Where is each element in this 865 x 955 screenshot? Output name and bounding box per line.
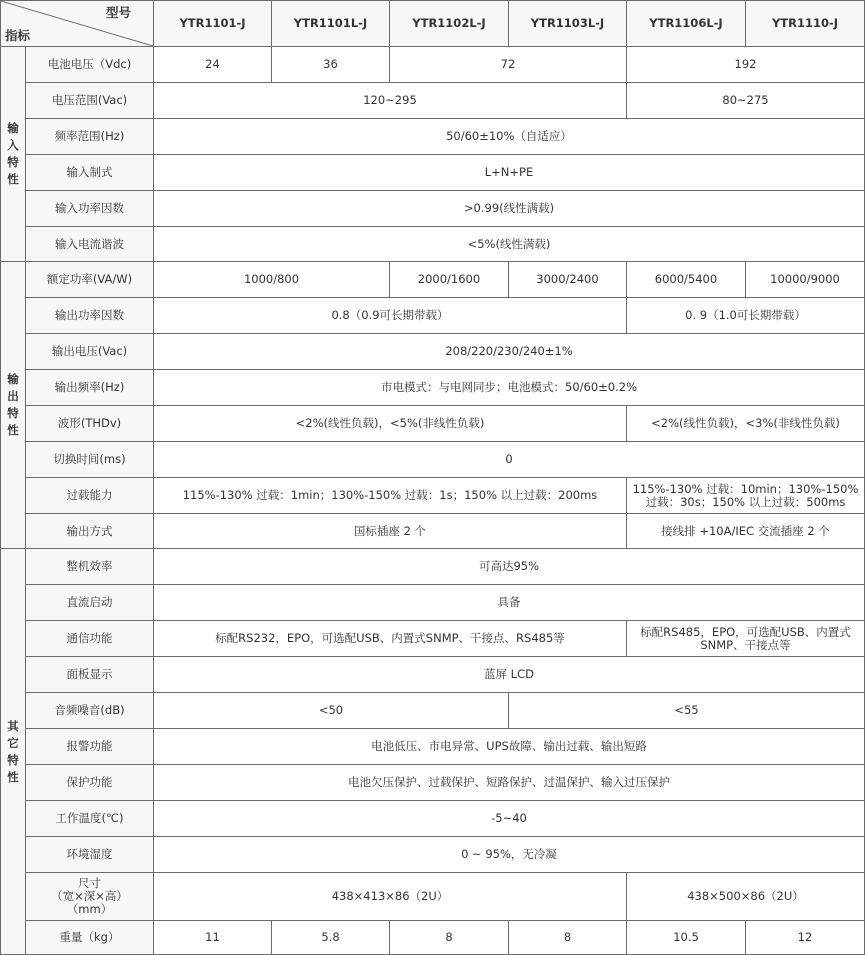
row-label-communication: 通信功能: [26, 621, 154, 657]
row-label-output-frequency: 输出频率(Hz): [26, 370, 154, 406]
output-mode-value: 国标插座 2 个: [154, 514, 627, 549]
model-header-4: YTR1103L-J: [509, 1, 627, 47]
table-row: [1, 549, 865, 585]
rated-power-value: 10000/9000: [746, 262, 865, 298]
table-row: [1, 442, 865, 478]
rated-power-value: 6000/5400: [627, 262, 746, 298]
table-row: [1, 334, 865, 370]
alarm-value: 电池低压、市电异常、UPS故障、输出过载、输出短路: [154, 729, 865, 765]
row-label-humidity: 环境湿度: [26, 837, 154, 873]
table-row: [1, 837, 865, 873]
row-label-frequency-range: 频率范围(Hz): [26, 119, 154, 155]
table-row: [1, 478, 865, 514]
frequency-range-value: 50/60±10%（自适应）: [154, 119, 865, 155]
output-power-factor-value: 0.8（0.9可长期带载）: [154, 298, 627, 334]
group-other: [1, 549, 26, 955]
rated-power-value: 2000/1600: [390, 262, 509, 298]
efficiency-value: 可高达95%: [154, 549, 865, 585]
table-row: [1, 298, 865, 334]
model-header-label: 型号: [105, 5, 131, 20]
output-power-factor-value: 0. 9（1.0可长期带载）: [627, 298, 865, 334]
protection-value: 电池欠压保护、过载保护、短路保护、过温保护、输入过压保护: [154, 765, 865, 801]
panel-display-value: 蓝屏 LCD: [154, 657, 865, 693]
table-row: [1, 873, 865, 921]
rated-power-value: 1000/800: [154, 262, 390, 298]
row-label-transfer-time: 切换时间(ms): [26, 442, 154, 478]
table-row: [1, 693, 865, 729]
row-label-panel-display: 面板显示: [26, 657, 154, 693]
row-label-voltage-range: 电压范围(Vac): [26, 83, 154, 119]
row-label-noise: 音频噪音(dB): [26, 693, 154, 729]
table-row: [1, 155, 865, 191]
row-label-efficiency: 整机效率: [26, 549, 154, 585]
row-label-protection: 保护功能: [26, 765, 154, 801]
weight-value: 8: [509, 921, 627, 955]
model-header-3: YTR1102L-J: [390, 1, 509, 47]
communication-value: 标配RS232，EPO，可选配USB、内置式SNMP、干接点、RS485等: [154, 621, 627, 657]
row-label-input-system: 输入制式: [26, 155, 154, 191]
dimensions-value: 438×500×86（2U）: [627, 873, 865, 921]
header-corner: [1, 1, 154, 47]
row-label-weight: 重量（kg）: [26, 921, 154, 955]
overload-value: 115%-130% 过载：10min；130%-150% 过载：30s；150% 以上过载：500ms: [627, 478, 865, 514]
row-label-output-voltage: 输出电压(Vac): [26, 334, 154, 370]
header-row: [1, 1, 865, 47]
dimensions-value: 438×413×86（2U）: [154, 873, 627, 921]
weight-value: 11: [154, 921, 272, 955]
weight-value: 12: [746, 921, 865, 955]
noise-value: <55: [509, 693, 865, 729]
dc-start-value: 具备: [154, 585, 865, 621]
table-row: [1, 406, 865, 442]
table-row: [1, 262, 865, 298]
table-row: [1, 191, 865, 227]
overload-value: 115%-130% 过载：1min；130%-150% 过载：1s；150% 以上过载：200ms: [154, 478, 627, 514]
index-header-label: 指标: [5, 28, 31, 43]
row-label-input-current-harmonic: 输入电流谐波: [26, 227, 154, 262]
model-header-5: YTR1106L-J: [627, 1, 746, 47]
table-row: [1, 227, 865, 262]
noise-value: <50: [154, 693, 509, 729]
row-label-dimensions: 尺寸 （宽×深×高） （mm）: [26, 873, 154, 921]
battery-voltage-value: 72: [390, 47, 627, 83]
battery-voltage-value: 192: [627, 47, 865, 83]
table-row: [1, 765, 865, 801]
voltage-range-value: 80~275: [627, 83, 865, 119]
row-label-output-power-factor: 输出功率因数: [26, 298, 154, 334]
communication-value: 标配RS485，EPO，可选配USB、内置式SNMP、干接点等: [627, 621, 865, 657]
input-system-value: L+N+PE: [154, 155, 865, 191]
battery-voltage-value: 36: [272, 47, 390, 83]
table-row: [1, 83, 865, 119]
row-label-operating-temp: 工作温度(℃): [26, 801, 154, 837]
table-row: [1, 621, 865, 657]
row-label-input-power-factor: 输入功率因数: [26, 191, 154, 227]
table-row: [1, 370, 865, 406]
battery-voltage-value: 24: [154, 47, 272, 83]
weight-value: 8: [390, 921, 509, 955]
table-row: [1, 921, 865, 955]
row-label-overload: 过载能力: [26, 478, 154, 514]
row-label-rated-power: 额定功率(VA/W): [26, 262, 154, 298]
row-label-waveform: 波形(THDv): [26, 406, 154, 442]
output-voltage-value: 208/220/230/240±1%: [154, 334, 865, 370]
table-row: [1, 47, 865, 83]
group-output: [1, 262, 26, 549]
model-header-1: YTR1101-J: [154, 1, 272, 47]
table-row: [1, 514, 865, 549]
transfer-time-value: 0: [154, 442, 865, 478]
waveform-value: <2%(线性负载)，<5%(非线性负载): [154, 406, 627, 442]
operating-temp-value: -5~40: [154, 801, 865, 837]
group-input: [1, 47, 26, 262]
row-label-battery-voltage: 电池电压（Vdc): [26, 47, 154, 83]
input-power-factor-value: >0.99(线性满载): [154, 191, 865, 227]
group-other-label: 其它特性: [7, 718, 19, 784]
weight-value: 5.8: [272, 921, 390, 955]
table-row: [1, 585, 865, 621]
group-output-label: 输出特性: [7, 372, 19, 437]
row-label-dc-start: 直流启动: [26, 585, 154, 621]
model-header-6: YTR1110-J: [746, 1, 865, 47]
humidity-value: 0 ~ 95%，无冷凝: [154, 837, 865, 873]
row-label-output-mode: 输出方式: [26, 514, 154, 549]
voltage-range-value: 120~295: [154, 83, 627, 119]
row-label-alarm: 报警功能: [26, 729, 154, 765]
waveform-value: <2%(线性负载)，<3%(非线性负载): [627, 406, 865, 442]
table-row: [1, 801, 865, 837]
table-row: [1, 657, 865, 693]
table-row: [1, 119, 865, 155]
weight-value: 10.5: [627, 921, 746, 955]
table-row: [1, 729, 865, 765]
output-frequency-value: 市电模式：与电网同步；电池模式：50/60±0.2%: [154, 370, 865, 406]
model-header-2: YTR1101L-J: [272, 1, 390, 47]
group-input-label: 输入特性: [7, 121, 19, 186]
output-mode-value: 接线排 +10A/IEC 交流插座 2 个: [627, 514, 865, 549]
input-current-harmonic-value: <5%(线性满载): [154, 227, 865, 262]
rated-power-value: 3000/2400: [509, 262, 627, 298]
